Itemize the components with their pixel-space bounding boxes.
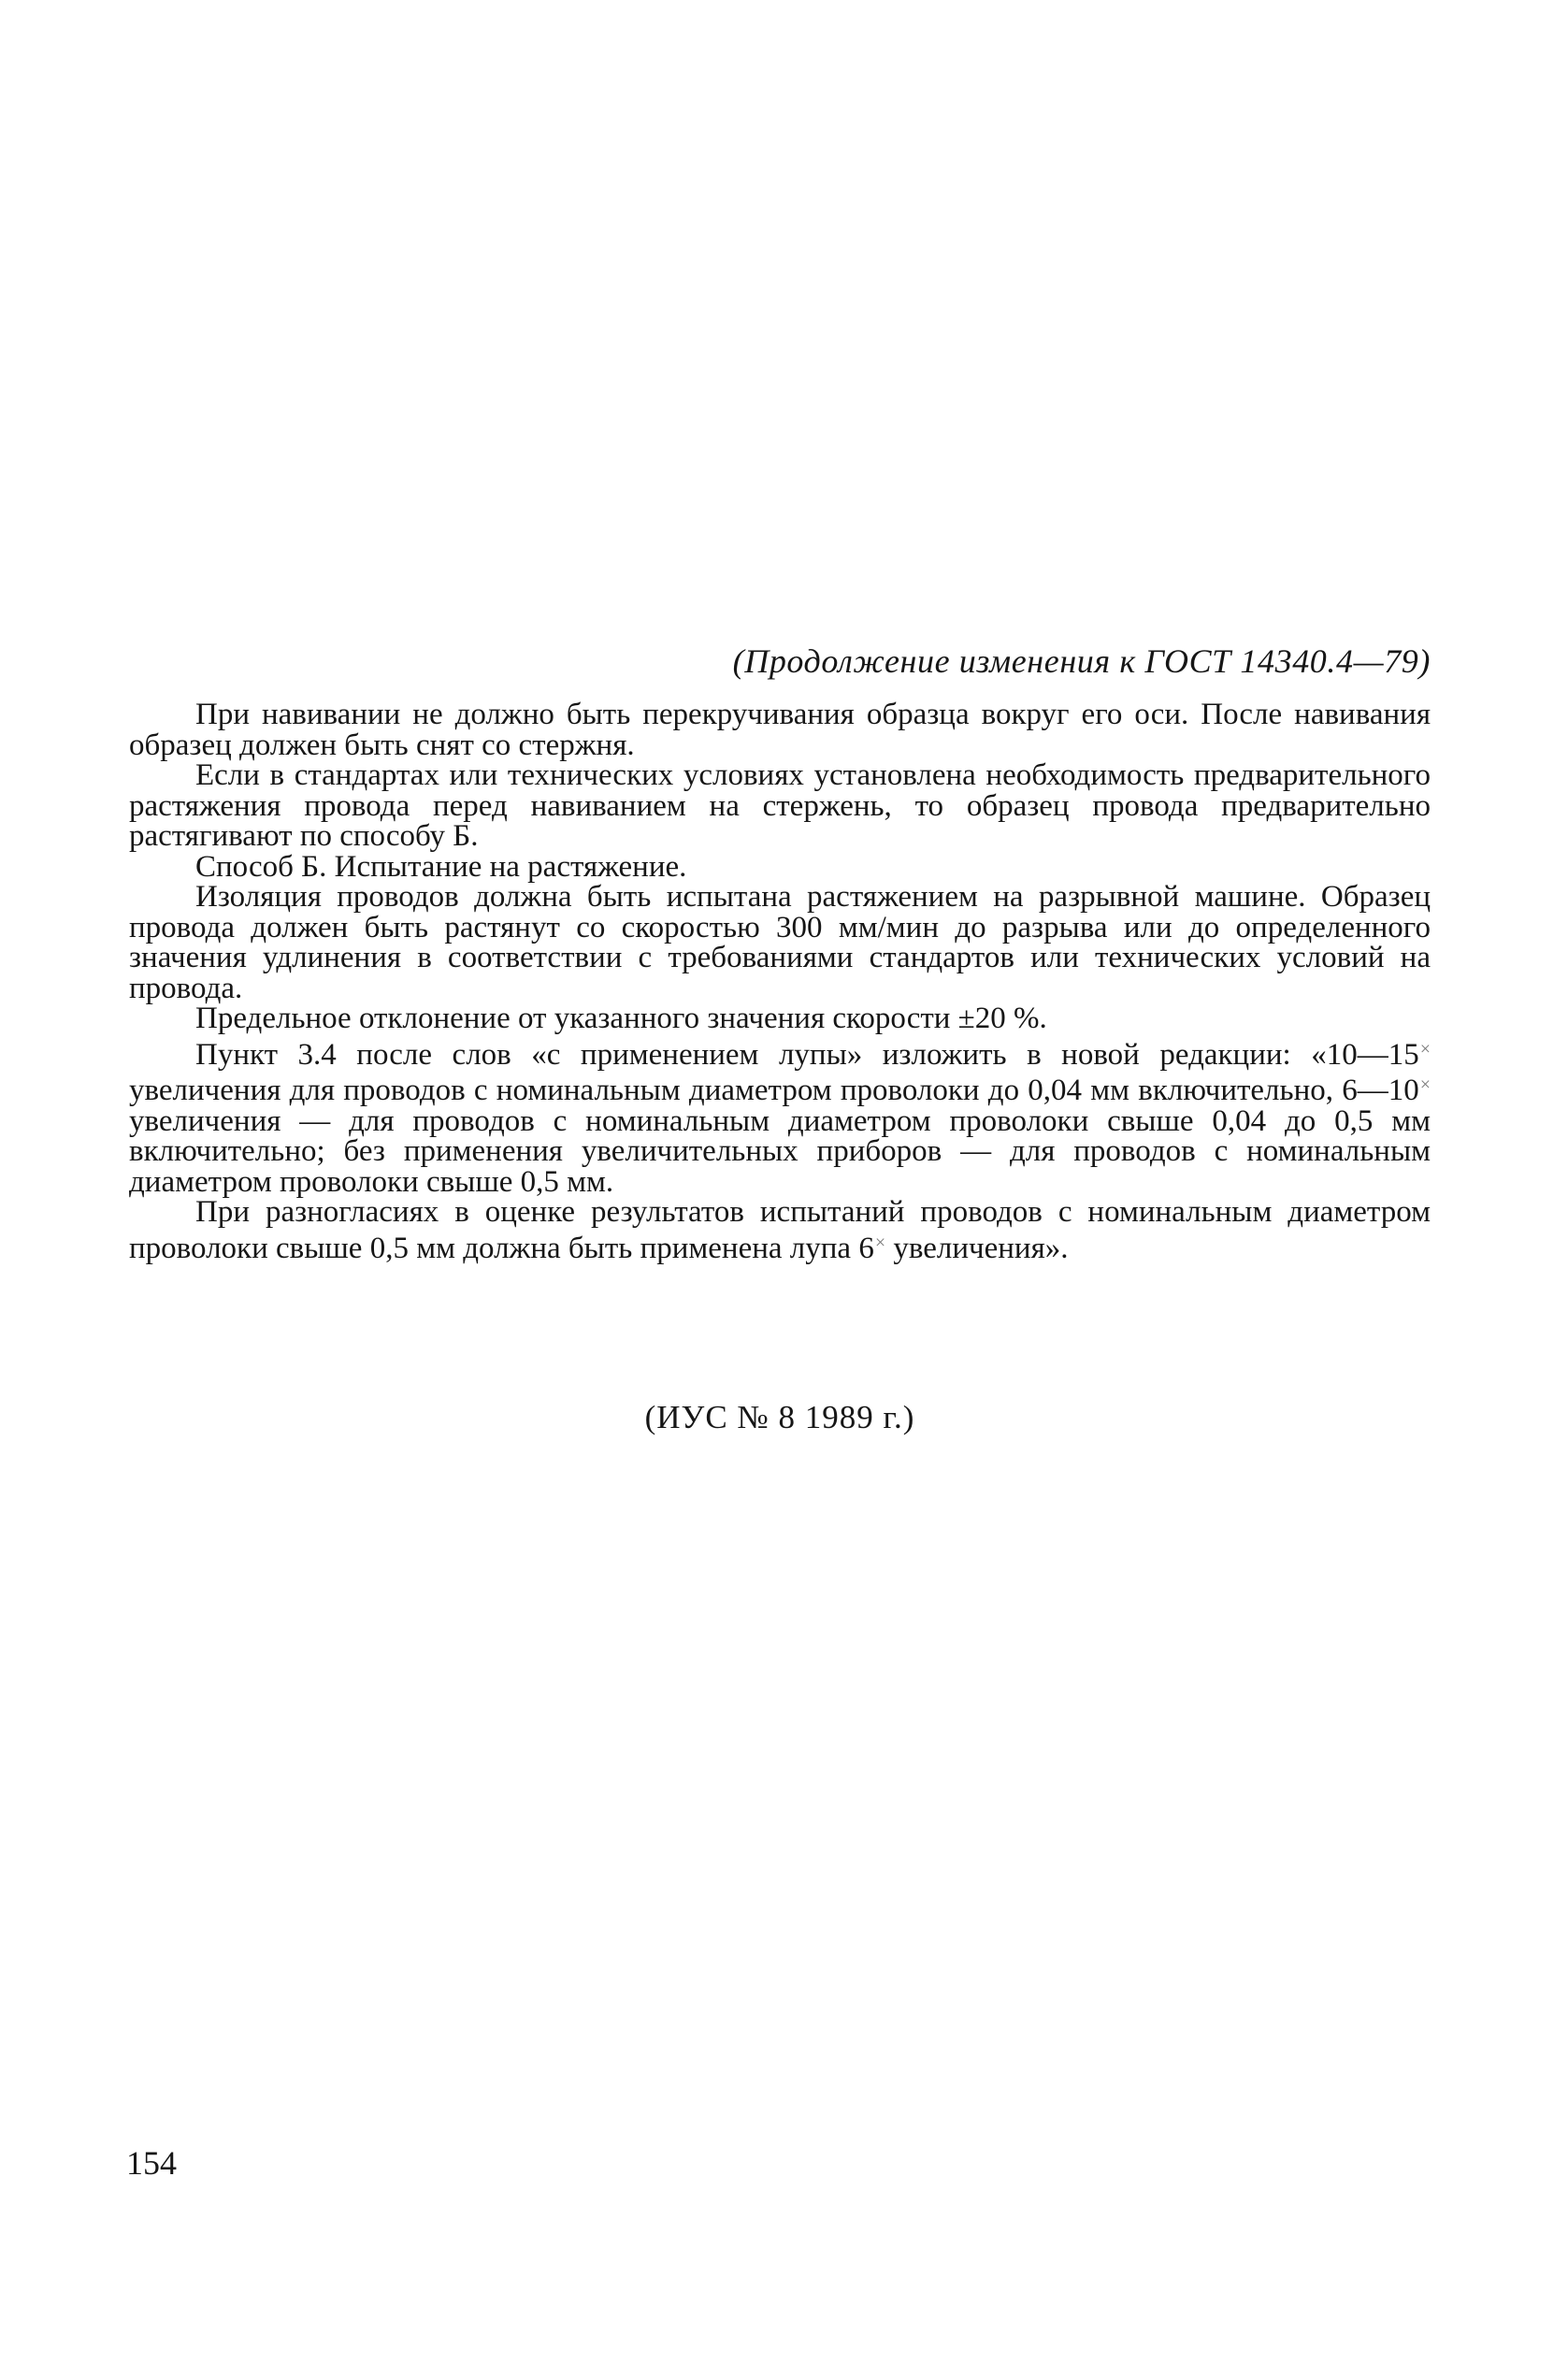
magnification-sign: × bbox=[1419, 1038, 1431, 1059]
item-3-4-text-1: Пункт 3.4 после слов «с применением лупы» изложить в новой редакции: «10—15 bbox=[195, 1037, 1419, 1072]
ius-reference: (ИУС № 8 1989 г.) bbox=[644, 1399, 915, 1435]
paragraph-pre-stretch: Если в стандартах или технических условиях установлена необходимость предварительного растяжения провода перед навиванием на стержень, то образец провода предварительно растягивают по способу Б. bbox=[129, 758, 1431, 853]
paragraph-disagreement bbox=[129, 1197, 1431, 1263]
item-3-4-text-3: увеличения — для проводов с номинальным диаметром проволоки свыше 0,04 до 0,5 мм включительно; без применения увеличительных приборов — для проводов с номинальным диаметром проволоки свыше 0,5 мм. bbox=[129, 1103, 1431, 1199]
page-number: 154 bbox=[126, 2144, 177, 2182]
magnification-sign: × bbox=[1419, 1074, 1431, 1095]
disagreement-text-2: увеличения». bbox=[885, 1231, 1069, 1265]
amendment-body bbox=[129, 699, 1431, 1263]
disagreement-text-1: При разногласиях в оценке результатов испытаний проводов с номинальным диаметром проволоки свыше 0,5 мм должна быть применена лупа 6 bbox=[129, 1195, 1431, 1265]
paragraph-tensile-test: Изоляция проводов должна быть испытана растяжением на разрывной машине. Образец провода должен быть растянут со скоростью 300 мм/мин до разрыва или до определенного значения удлинения в соответствии с требованиями стандартов или технических условий на провода. bbox=[129, 880, 1431, 1005]
item-3-4-text-2: увеличения для проводов с номинальным диаметром проволоки до 0,04 мм включительно, 6—10 bbox=[129, 1074, 1419, 1107]
paragraph-method-b-title: Способ Б. Испытание на растяжение. bbox=[195, 849, 687, 884]
paragraph-winding: При навивании не должно быть перекручивания образца вокруг его оси. После навивания образец должен быть снят со стержня. bbox=[129, 698, 1431, 762]
magnification-sign: × bbox=[874, 1232, 886, 1253]
paragraph-item-3-4 bbox=[129, 1034, 1431, 1198]
continuation-header: (Продолжение изменения к ГОСТ 14340.4—79) bbox=[732, 642, 1431, 680]
paragraph-speed-tolerance: Предельное отклонение от указанного значения скорости ±20 %. bbox=[195, 1002, 1047, 1035]
